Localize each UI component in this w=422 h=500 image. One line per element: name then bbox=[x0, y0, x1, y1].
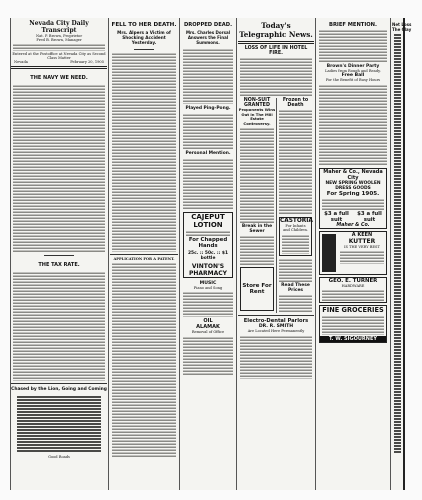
ad-store-title: Store For Rent bbox=[242, 283, 272, 296]
story-footer: Good Roads bbox=[48, 455, 70, 459]
deck-nonsuit: Proponents Wins Out in The Mill Estate Controversy. bbox=[238, 107, 276, 126]
ad-store-for-rent bbox=[240, 267, 274, 311]
headline-ping-pong: Played Ping-Pong. bbox=[185, 106, 231, 111]
newspaper-sheet bbox=[10, 18, 412, 490]
ad-castoria-title: CASTORIA bbox=[280, 218, 313, 224]
column-brief-ads bbox=[317, 18, 389, 490]
ad-electro-dental: Electro-Dental Parlors bbox=[243, 318, 309, 325]
ad-keen-line2: KUTTER bbox=[348, 237, 376, 245]
ad-maher-title: Maher & Co., Nevada City bbox=[323, 168, 383, 181]
ad-castoria bbox=[279, 217, 312, 256]
column-local-news bbox=[110, 18, 178, 490]
ad-removal: Removal of Office bbox=[191, 330, 225, 335]
ad-alamak: ALAMAK bbox=[196, 324, 220, 331]
ad-cajeput-lotion bbox=[183, 212, 233, 278]
headline-free-ball: Free Ball bbox=[341, 73, 365, 79]
headline-fell-to-death: FELL TO HER DEATH. bbox=[111, 22, 177, 28]
column-edge bbox=[392, 18, 412, 490]
column-deaths-ads bbox=[181, 18, 235, 490]
ad-price-2: $3 a full suit bbox=[357, 210, 382, 223]
ad-music-title: MUSIC bbox=[199, 281, 217, 286]
deck-free-ball: For the Benefit of Busy Hours bbox=[325, 78, 381, 83]
ad-keen-line3: IS THE VERY BEST bbox=[344, 244, 380, 249]
headline-nonsuit: NON-SUIT GRANTED bbox=[243, 98, 271, 108]
deck-fell-to-death: Mrs. Alpers a Victim of Shocking Accident Yesterday. bbox=[117, 30, 171, 45]
ad-cajeput-line1: CAJEPUT bbox=[191, 213, 225, 221]
deck-dinner-party: Ladies from Rough and Ready. bbox=[325, 69, 381, 73]
masthead-publisher: Nat. P. Brown, Proprietor bbox=[35, 34, 83, 38]
ad-groceries-signature: T. W. SIGOURNEY bbox=[320, 336, 386, 342]
ad-cajeput-price: 25c. :: 50c. :: $1 bottle bbox=[187, 251, 228, 261]
column-telegraph bbox=[238, 18, 314, 490]
ad-dentist-sub: Are Located Here Permanently bbox=[247, 329, 305, 334]
ad-spring-goods: NEW SPRING WOOLEN DRESS GOODS bbox=[325, 180, 381, 191]
deck-dropped-dead: Mrs. Charles Dorsal Answers the Final Summons. bbox=[185, 30, 231, 45]
ad-music-sub: Piano and Song bbox=[193, 286, 223, 290]
editorial-title-tax-rate: THE TAX RATE. bbox=[38, 262, 80, 268]
ad-vinton-line2: PHARMACY bbox=[188, 270, 228, 277]
column-editorial bbox=[11, 18, 107, 490]
masthead-place: Nevada bbox=[14, 60, 28, 64]
headline-personal: Personal Mention. bbox=[185, 151, 231, 156]
patent-caption: APPLICATION FOR A PATENT. bbox=[113, 257, 175, 261]
ad-turner-title: GEO. E. TURNER bbox=[328, 277, 378, 284]
headline-frozen: Frozen to Death bbox=[282, 98, 309, 108]
ad-keen-kutter bbox=[319, 231, 387, 275]
ad-vinton-line1: VINTON'S bbox=[191, 263, 225, 270]
ad-oil-title: OIL bbox=[203, 318, 213, 325]
ad-groceries-title: FINE GROCERIES bbox=[322, 306, 384, 315]
ad-cajeput-line3: For Chapped Hands bbox=[188, 237, 228, 249]
ad-spring-sub: For Spring 1905. bbox=[326, 190, 380, 197]
telegraph-banner: Today's Telegraphic News. bbox=[239, 21, 313, 39]
story-title-lion: Chased by the Lion, Going and Coming bbox=[11, 387, 107, 392]
masthead-notice: Entered at the Postoffice at Nevada City as Second Class Matter bbox=[12, 52, 106, 60]
headline-brief-mention: BRIEF MENTION. bbox=[328, 22, 377, 28]
ad-maher bbox=[319, 168, 387, 229]
headline-dropped-dead: DROPPED DEAD. bbox=[183, 22, 233, 28]
headline-dinner-party: Brown's Dinner Party bbox=[326, 64, 380, 69]
masthead-date: February 20, 1905 bbox=[70, 60, 104, 64]
ad-turner bbox=[319, 277, 387, 303]
ad-keen-line1: A KEEN bbox=[351, 231, 373, 238]
masthead-title: Nevada City Daily Transcript bbox=[29, 20, 89, 34]
headline-net-loss: Net Loss bbox=[392, 22, 412, 27]
headline-clay: The Clay bbox=[392, 27, 412, 32]
headline-hotel-fire: LOSS OF LIFE IN HOTEL FIRE. bbox=[244, 46, 308, 56]
editorial-title-navy: THE NAVY WE NEED. bbox=[30, 75, 88, 81]
ad-dentist-name: DR. R. SMITH bbox=[258, 324, 294, 330]
ad-maher-signature: Maher & Co. bbox=[336, 222, 370, 228]
masthead-editor: Fred B. Brown, Manager bbox=[36, 38, 82, 42]
ad-cajeput-line2: LOTION bbox=[193, 221, 223, 229]
headline-sewer: Break in the Sewer bbox=[241, 224, 273, 235]
ad-groceries bbox=[319, 305, 387, 343]
ad-price-1: $3 a full suit bbox=[324, 210, 349, 223]
ad-read-prices: Read These Prices bbox=[281, 282, 310, 293]
ad-castoria-sub: For Infants and Children. bbox=[283, 224, 308, 233]
ad-turner-sub: HARDWARE bbox=[341, 283, 365, 288]
